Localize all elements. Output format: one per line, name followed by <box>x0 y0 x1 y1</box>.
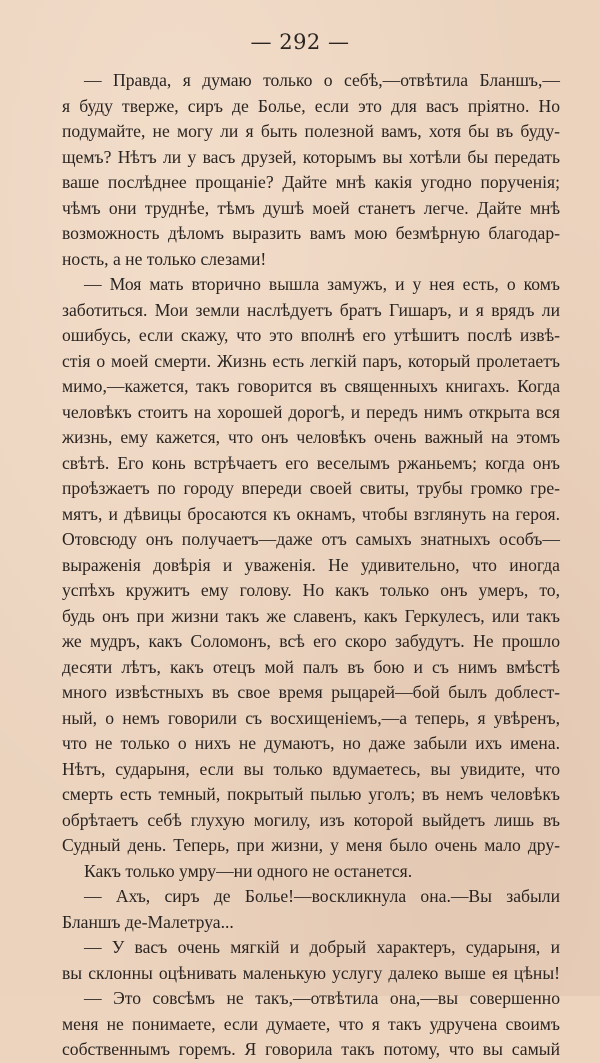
text-line: мимо,—кажется, такъ говорится въ священныхъ книгахъ. Когда <box>62 376 560 396</box>
text-line: много извѣстныхъ въ свое время рыцарей—бой былъ доблест- <box>62 682 560 702</box>
text-line: — У васъ очень мягкій и добрый характеръ, сударыня, и <box>84 937 560 957</box>
text-line: ный, о немъ говорили съ восхищеніемъ,—а теперь, я увѣренъ, <box>62 707 560 728</box>
text-line: — Правда, я думаю только о себѣ,—отвѣтила Бланшъ,— <box>84 70 560 90</box>
text-line: же мудръ, какъ Соломонъ, всѣ его скоро забудутъ. Не прошло <box>62 631 560 651</box>
text-line: проѣзжаетъ по городу впереди своей свиты, трубы громко гре- <box>62 478 560 498</box>
paragraph <box>62 68 560 272</box>
paragraph <box>62 986 560 1063</box>
text-line: меня не понимаете, если думаете, что я такъ удручена своимъ <box>62 1013 560 1034</box>
text-line: подумайте, не могу ли я быть полезной вамъ, хотя бы въ буду- <box>62 121 560 141</box>
text-line: — Ахъ, сиръ де Болье!—воскликнула она.—Вы забыли <box>84 886 560 906</box>
text-line: мятъ, и дѣвицы бросаются къ окнамъ, чтобы взглянуть на героя. <box>62 503 560 524</box>
text-line: Какъ только умру—ни одного не останется. <box>84 860 413 881</box>
text-line: жизнь, ему кажется, что онъ человѣкъ очень важный на этомъ <box>62 427 560 447</box>
text-line: я буду тверже, сиръ де Болье, если это для васъ пріятно. Но <box>62 95 560 116</box>
text-line: человѣкъ стоитъ на хорошей дорогѣ, и передъ нимъ открыта вся <box>62 401 560 422</box>
text-line: Судный день. Теперь, при жизни, у меня было очень мало дру- <box>62 835 560 855</box>
text-line: обрѣтаетъ себѣ глухую могилу, изъ которой выйдетъ лишь въ <box>62 809 560 830</box>
text-line: Нѣтъ, сударыня, если вы только вдумаетесь, вы увидите, что <box>62 758 560 779</box>
text-line: ошибусь, если скажу, что это вполнѣ его утѣшитъ послѣ извѣ- <box>62 325 560 345</box>
text-line: Отовсюду онъ получаетъ—даже отъ самыхъ знатныхъ особъ— <box>62 529 560 549</box>
text-line: ваше послѣднее прощаніе? Дайте мнѣ какія угодно порученія; <box>62 172 560 192</box>
text-line: успѣхъ кружитъ ему голову. Но какъ только онъ умеръ, то, <box>62 580 560 600</box>
text-line: щемъ? Нѣтъ ли у васъ друзей, которымъ вы хотѣли бы передать <box>62 146 560 167</box>
text-line: что не только о нихъ не думаютъ, но даже забыли ихъ имена. <box>62 733 560 753</box>
text-line: заботиться. Мои земли наслѣдуетъ братъ Гишаръ, и я врядъ ли <box>62 299 560 320</box>
page-text <box>62 68 560 1063</box>
paragraph <box>62 935 560 986</box>
text-line: возможность дѣломъ выразить вамъ мою безмѣрную благодар- <box>62 223 560 243</box>
text-line: будь онъ при жизни такъ же славенъ, какъ Геркулесъ, или такъ <box>62 605 560 626</box>
text-line: собственнымъ горемъ. Я говорила такъ потому, что вы самый <box>62 1039 560 1059</box>
paragraph <box>62 272 560 884</box>
text-line: стія о моей смерти. Жизнь есть легкій паръ, который пролетаетъ <box>62 350 560 371</box>
text-line: — Моя мать вторично вышла замужъ, и у нея есть, о комъ <box>84 274 560 294</box>
text-line: чѣмъ они труднѣе, тѣмъ душѣ моей станетъ легче. Дайте мнѣ <box>62 197 560 218</box>
text-line: выраженія довѣрія и уваженія. Не удивительно, что иногда <box>62 554 560 575</box>
page-number: — 292 — <box>250 30 350 54</box>
text-line: десяти лѣтъ, какъ отецъ мой палъ въ бою и съ нимъ вмѣстѣ <box>62 656 560 677</box>
paragraph <box>62 884 560 935</box>
text-line: — Это совсѣмъ не такъ,—отвѣтила она,—вы совершенно <box>84 988 560 1008</box>
text-line: смерть есть темный, покрытый пылью уголъ; въ немъ человѣкъ <box>62 784 560 804</box>
text-line: свѣтѣ. Его конь встрѣчаетъ его веселымъ ржаньемъ; когда онъ <box>62 452 560 473</box>
text-line: ность, а не только слезами! <box>62 248 267 269</box>
text-line: вы склонны оцѣнивать маленькую услугу далеко выше ея цѣны! <box>62 962 560 983</box>
text-line: Бланшъ де-Малетруа... <box>62 911 234 932</box>
